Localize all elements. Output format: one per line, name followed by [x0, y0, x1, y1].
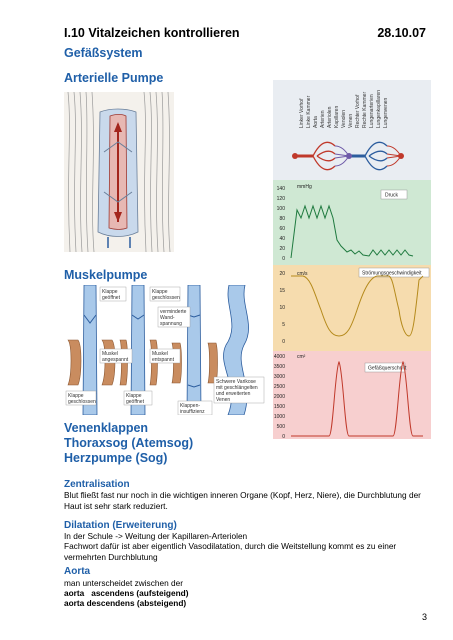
- lbl-klappe-geoeffnet-1: Klappe: [102, 289, 118, 295]
- page-number: 3: [421, 612, 427, 622]
- vessel-label-4: Arteriolen: [327, 106, 333, 128]
- chart3-tick-5: 1500: [273, 404, 285, 410]
- lbl-klappeninsuff-2: insuffizienz: [180, 409, 205, 415]
- lbl-klappe-geschlossen-1: Klappe: [152, 289, 168, 295]
- vessel-label-11: Lungenkapillaren: [376, 89, 382, 128]
- chart2-tick-3: 5: [282, 322, 285, 328]
- pump-thoraxsog: Thoraxsog (Atemsog): [64, 436, 194, 450]
- chart3-tick-6: 1000: [273, 414, 285, 420]
- chart2-tick-0: 20: [279, 271, 285, 277]
- zentralisation-text: Blut fließt fast nur noch in die wichtigen inneren Organe (Kopf, Herz, Niere), die Durchblutung der Haut ist sehr stark reduziert.: [64, 490, 421, 511]
- chart3-tick-1: 3500: [273, 364, 285, 370]
- lbl-klappe-geschlossen2-1: Klappe: [68, 393, 84, 399]
- chart1-tick-1: 120: [276, 196, 285, 202]
- chart1-tick-4: 60: [279, 226, 285, 232]
- lbl-muskel-entspannt-1: Muskel: [152, 351, 168, 357]
- lbl-verminderte-2: Wand-: [160, 315, 175, 321]
- vessel-label-9: Rechte Kammer: [362, 91, 368, 128]
- chart1-tick-0: 140: [276, 186, 285, 192]
- vessel-label-5: Kapillaren: [334, 105, 340, 128]
- chart1-tick-3: 80: [279, 216, 285, 222]
- chart1-unit: mmHg: [297, 184, 312, 190]
- lbl-verminderte-1: verminderte: [160, 309, 187, 315]
- chart2-unit: cm/s: [297, 271, 308, 277]
- lbl-muskel-angespannt-1: Muskel: [102, 351, 118, 357]
- chart3-tick-4: 2000: [273, 394, 285, 400]
- chart3-tick-3: 2500: [273, 384, 285, 390]
- dilatation-title: Dilatation (Erweiterung): [64, 520, 177, 531]
- pump-venenklappen: Venenklappen: [64, 421, 149, 435]
- dilatation-line1: In der Schule -> Weitung der Kapillaren-Arteriolen: [64, 531, 248, 541]
- aorta-line2: aorta ascendens (aufsteigend): [64, 588, 189, 598]
- chart1-tick-5: 40: [279, 236, 285, 242]
- chart3-unit: cm²: [297, 354, 306, 360]
- header-title: I.10 Vitalzeichen kontrollieren: [64, 26, 240, 40]
- pump-herzpumpe: Herzpumpe (Sog): [64, 451, 168, 465]
- section-title: Gefäßsystem: [64, 46, 143, 60]
- muscle-pump-illustration: [64, 285, 267, 415]
- lbl-klappe-geoeffnet2-2: geöffnet: [126, 399, 144, 405]
- vessel-label-3: Arterien: [320, 110, 326, 128]
- chart2-tick-4: 0: [282, 339, 285, 345]
- chart1-tick-2: 100: [276, 206, 285, 212]
- lbl-varikose-4: Venen: [216, 397, 231, 403]
- lbl-klappe-geschlossen2-2: geschlossen: [68, 399, 96, 405]
- aorta-line1: man unterscheidet zwischen der: [64, 578, 183, 588]
- vessel-label-2: Aorta: [313, 116, 319, 128]
- chart1-label: Druck: [385, 192, 399, 199]
- lbl-varikose-2: mit geschlängelten: [216, 385, 258, 391]
- zentralisation-title: Zentralisation: [64, 479, 130, 490]
- vessel-label-6: Venolen: [341, 109, 347, 128]
- chart1-tick-7: 0: [282, 256, 285, 262]
- chart3-tick-7: 500: [276, 424, 285, 430]
- chart2-tick-1: 15: [279, 288, 285, 294]
- vessel-label-12: Lungenvenen: [383, 97, 389, 128]
- muscle-pump-title: Muskelpumpe: [64, 268, 148, 282]
- chart3-tick-8: 0: [282, 434, 285, 439]
- lbl-klappe-geoeffnet-2: geöffnet: [102, 295, 120, 301]
- lbl-varikose-1: Schwere Varikose: [216, 379, 256, 385]
- vessel-label-1: Linke Kammer: [306, 95, 312, 128]
- chart3-tick-2: 3000: [273, 374, 285, 380]
- circulation-figure: [273, 80, 431, 439]
- vessel-label-0: Linker Vorhof: [299, 98, 305, 128]
- chart2-tick-2: 10: [279, 305, 285, 311]
- vessel-label-7: Venen: [348, 113, 354, 128]
- aorta-title: Aorta: [64, 566, 91, 577]
- chart2-label: Strömungsgeschwindigkeit: [362, 270, 422, 277]
- aorta-line3: aorta descendens (absteigend): [64, 598, 187, 608]
- lbl-verminderte-3: spannung: [160, 321, 182, 327]
- arterial-pump-illustration: [64, 92, 174, 252]
- page-header: [64, 26, 426, 40]
- lbl-muskel-entspannt-2: entspannt: [152, 357, 174, 363]
- lbl-klappeninsuff-1: Klappen-: [180, 403, 201, 409]
- chart1-tick-6: 20: [279, 246, 285, 252]
- lbl-varikose-3: und erweiterten: [216, 391, 251, 397]
- arterial-pump-title: Arterielle Pumpe: [64, 71, 164, 85]
- chart3-label: Gefäßquerschnitt: [368, 365, 407, 372]
- header-date: 28.10.07: [377, 26, 426, 40]
- dilatation-line2: Fachwort dafür ist aber eigentlich Vasodilatation, durch die Weitstellung kommt es zu einer vermehrten Durchblutung: [64, 541, 397, 562]
- vessel-label-8: Rechter Vorhof: [355, 94, 361, 128]
- lbl-klappe-geoeffnet2-1: Klappe: [126, 393, 142, 399]
- lbl-muskel-angespannt-2: angespannt: [102, 357, 129, 363]
- vessel-label-10: Lungenarterien: [369, 94, 375, 128]
- chart3-tick-0: 4000: [273, 354, 285, 360]
- lbl-klappe-geschlossen-2: geschlossen: [152, 295, 180, 301]
